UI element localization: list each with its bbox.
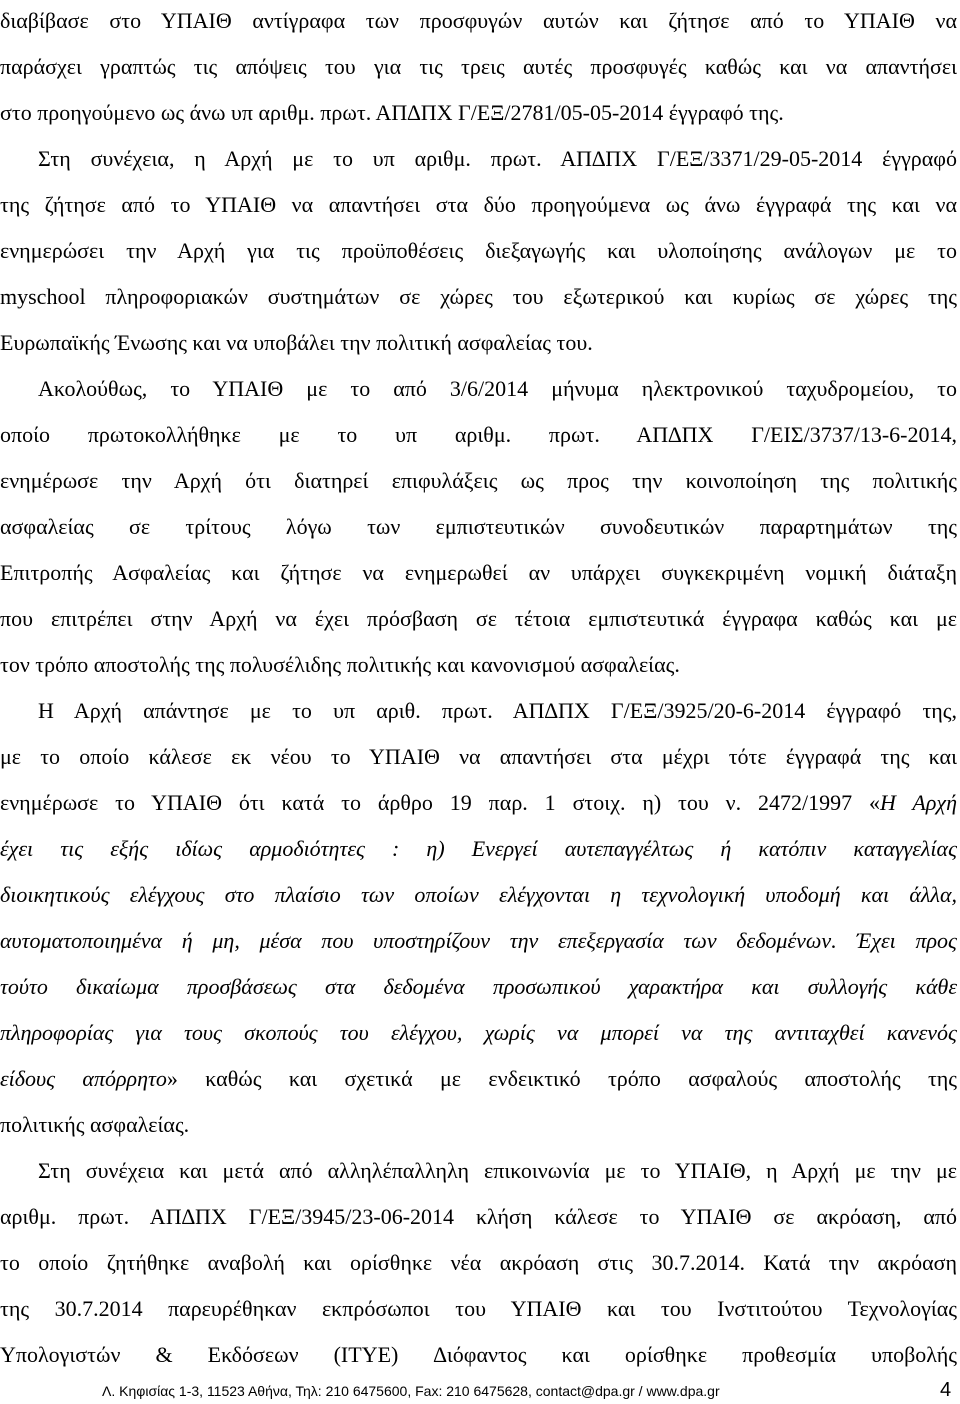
text-line: Επιτροπής Ασφαλείας και ζήτησε να ενημερωθεί αν υπάρχει συγκεκριμένη νομική διάταξη <box>0 560 957 585</box>
law-quote-end: είδους απόρρητο <box>0 1066 167 1091</box>
text-line: με το οποίο κάλεσε εκ νέου το ΥΠΑΙΘ να απαντήσει στα μέχρι τότε έγγραφά της και <box>0 744 957 769</box>
law-quote-line: έχει τις εξής ιδίως αρμοδιότητες : η) Ενεργεί αυτεπαγγέλτως ή κατόπιν καταγγελίας <box>0 836 957 861</box>
text-line: αριθμ. πρωτ. ΑΠ∆ΠΧ Γ/ΕΞ/3945/23-06-2014 κλήση κάλεσε το ΥΠΑΙΘ σε ακρόαση, από <box>0 1204 957 1229</box>
page-footer <box>0 1372 960 1404</box>
text-line: της 30.7.2014 παρευρέθηκαν εκπρόσωποι του ΥΠΑΙΘ και του Ινστιτούτου Τεχνολογίας <box>0 1296 957 1321</box>
text-line: πολιτικής ασφαλείας. <box>0 1112 190 1137</box>
text-line: Στη συνέχεια και μετά από αλληλέπαλληλη επικοινωνία με το ΥΠΑΙΘ, η Αρχή με την με <box>38 1158 957 1183</box>
text-line: Ευρωπαϊκής Ένωσης και να υποβάλει την πολιτική ασφαλείας του. <box>0 330 593 355</box>
text-line: παράσχει γραπτώς τις απόψεις του για τις τρεις αυτές προσφυγές καθώς και να απαντήσει <box>0 54 957 79</box>
law-quote-line: τούτο δικαίωμα προσβάσεως στα δεδομένα προσωπικού χαρακτήρα και συλλογής κάθε <box>0 974 957 999</box>
text-line: τον τρόπο αποστολής της πολυσέλιδης πολιτικής και κανονισμού ασφαλείας. <box>0 652 680 677</box>
text-line: οποίο πρωτοκολλήθηκε με το υπ αριθμ. πρωτ. ΑΠ∆ΠΧ Γ/ΕΙΣ/3737/13-6-2014, <box>0 422 957 447</box>
text-line: της ζήτησε από το ΥΠΑΙΘ να απαντήσει στα δύο προηγούμενα ως άνω έγγραφά της και να <box>0 192 957 217</box>
law-quote-line: αυτοματοποιημένα ή μη, μέσα που υποστηρίζουν την επεξεργασία των δεδομένων. Έχει προς <box>0 928 957 953</box>
text-line: διαβίβασε στο ΥΠΑΙΘ αντίγραφα των προσφυγών αυτών και ζήτησε από το ΥΠΑΙΘ να <box>0 8 957 33</box>
footer-contact: Λ. Κηφισίας 1-3, 11523 Αθήνα, Τηλ: 210 6475600, Fax: 210 6475628, contact@dpa.gr / www.dpa.gr <box>102 1383 720 1399</box>
text-line: που επιτρέπει στην Αρχή να έχει πρόσβαση σε τέτοια εμπιστευτικά έγγραφα καθώς και με <box>0 606 957 631</box>
text-line: ενημέρωσε το ΥΠΑΙΘ ότι κατά το άρθρο 19 παρ. 1 στοιχ. η) του ν. 2472/1997 «Η Αρχή <box>0 790 957 815</box>
text-line: myschool πληροφοριακών συστημάτων σε χώρες του εξωτερικού και κυρίως σε χώρες της <box>0 284 957 309</box>
text-line: Η Αρχή απάντησε με το υπ αριθ. πρωτ. ΑΠ∆ΠΧ Γ/ΕΞ/3925/20-6-2014 έγγραφό της, <box>38 698 957 723</box>
text-line: Στη συνέχεια, η Αρχή με το υπ αριθμ. πρωτ. ΑΠ∆ΠΧ Γ/ΕΞ/3371/29-05-2014 έγγραφό <box>38 146 957 171</box>
text-line: είδους απόρρητο» καθώς και σχετικά με ενδεικτικό τρόπο ασφαλούς αποστολής της <box>0 1066 957 1091</box>
page-number: 4 <box>940 1379 952 1401</box>
law-quote-start: Η Αρχή <box>880 790 957 815</box>
law-quote-line: διοικητικούς ελέγχους στο πλαίσιο των οποίων ελέγχονται η τεχνολογική υποδομή και άλλα, <box>0 882 957 907</box>
text-line: ασφαλείας σε τρίτους λόγω των εμπιστευτικών συνοδευτικών παραρτημάτων της <box>0 514 957 539</box>
text-line: Υπολογιστών & Εκδόσεων (ΙΤΥΕ) ∆ιόφαντος και ορίσθηκε προθεσμία υποβολής <box>0 1342 957 1367</box>
text-line: ενημέρωσε την Αρχή ότι διατηρεί επιφυλάξεις ως προς την κοινοποίηση της πολιτικής <box>0 468 957 493</box>
law-quote-line: πληροφορίας για τους σκοπούς του ελέγχου, χωρίς να μπορεί να της αντιταχθεί κανενός <box>0 1020 957 1045</box>
text-line: το οποίο ζητήθηκε αναβολή και ορίσθηκε νέα ακρόαση στις 30.7.2014. Κατά την ακρόαση <box>0 1250 957 1275</box>
text-line: ενημερώσει την Αρχή για τις προϋποθέσεις διεξαγωγής και υλοποίησης ανάλογων με το <box>0 238 957 263</box>
text-line: στο προηγούμενο ως άνω υπ αριθμ. πρωτ. ΑΠ∆ΠΧ Γ/ΕΞ/2781/05-05-2014 έγγραφό της. <box>0 100 784 125</box>
text-line: Ακολούθως, το ΥΠΑΙΘ με το από 3/6/2014 μήνυμα ηλεκτρονικού ταχυδρομείου, το <box>38 376 957 401</box>
